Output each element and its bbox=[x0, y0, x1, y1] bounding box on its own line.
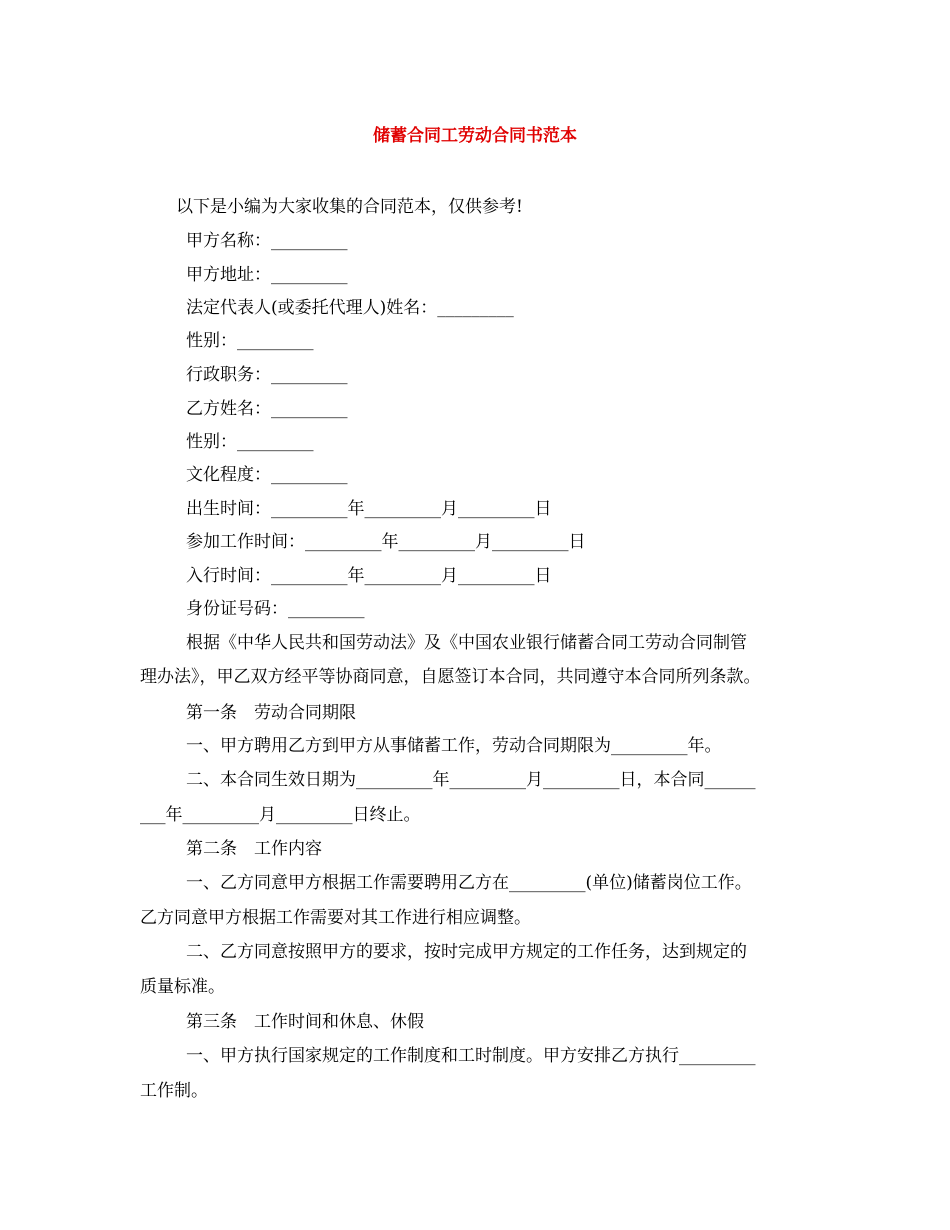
article-1-item-2-line-1: 二、本合同生效日期为_________年_________月_________日，本合同______ bbox=[186, 770, 756, 790]
gender-field-b: 性别：_________ bbox=[186, 432, 314, 452]
legal-representative-field: 法定代表人(或委托代理人)姓名：_________ bbox=[186, 298, 514, 318]
party-a-name-field: 甲方名称：_________ bbox=[186, 231, 348, 251]
gender-field-a: 性别：_________ bbox=[186, 331, 314, 351]
bank-entry-date-field: 入行时间：_________年_________月_________日 bbox=[186, 566, 552, 586]
article-2-item-2-line-2: 质量标准。 bbox=[140, 977, 225, 997]
position-field: 行政职务：_________ bbox=[186, 365, 348, 385]
article-2-item-2-line-1: 二、乙方同意按照甲方的要求，按时完成甲方规定的工作任务，达到规定的 bbox=[186, 942, 747, 962]
article-2-item-1-line-2: 乙方同意甲方根据工作需要对其工作进行相应调整。 bbox=[140, 908, 531, 928]
article-1-item-2-line-2: ___年_________月_________日终止。 bbox=[140, 805, 421, 825]
article-3-heading: 第三条 工作时间和休息、休假 bbox=[186, 1012, 424, 1032]
article-1-heading: 第一条 劳动合同期限 bbox=[186, 703, 356, 723]
party-b-name-field: 乙方姓名：_________ bbox=[186, 399, 348, 419]
preamble-line-2: 理办法》，甲乙双方经平等协商同意，自愿签订本合同，共同遵守本合同所列条款。 bbox=[140, 667, 761, 687]
intro-line: 以下是小编为大家收集的合同范本，仅供参考! bbox=[176, 197, 523, 217]
article-3-item-1-line-1: 一、甲方执行国家规定的工作制度和工时制度。甲方安排乙方执行_________ bbox=[186, 1046, 756, 1066]
id-number-field: 身份证号码：_________ bbox=[186, 599, 365, 619]
work-start-date-field: 参加工作时间：_________年_________月_________日 bbox=[186, 532, 586, 552]
birth-date-field: 出生时间：_________年_________月_________日 bbox=[186, 499, 552, 519]
preamble-line-1: 根据《中华人民共和国劳动法》及《中国农业银行储蓄合同工劳动合同制管 bbox=[186, 633, 747, 653]
article-2-heading: 第二条 工作内容 bbox=[186, 839, 322, 859]
document-title: 储蓄合同工劳动合同书范本 bbox=[373, 126, 577, 146]
education-field: 文化程度：_________ bbox=[186, 465, 348, 485]
article-3-item-1-line-2: 工作制。 bbox=[140, 1081, 208, 1101]
article-1-item-1: 一、甲方聘用乙方到甲方从事储蓄工作，劳动合同期限为_________年。 bbox=[186, 736, 722, 756]
party-a-address-field: 甲方地址：_________ bbox=[186, 265, 348, 285]
article-2-item-1-line-1: 一、乙方同意甲方根据工作需要聘用乙方在_________(单位)储蓄岗位工作。 bbox=[186, 873, 752, 893]
